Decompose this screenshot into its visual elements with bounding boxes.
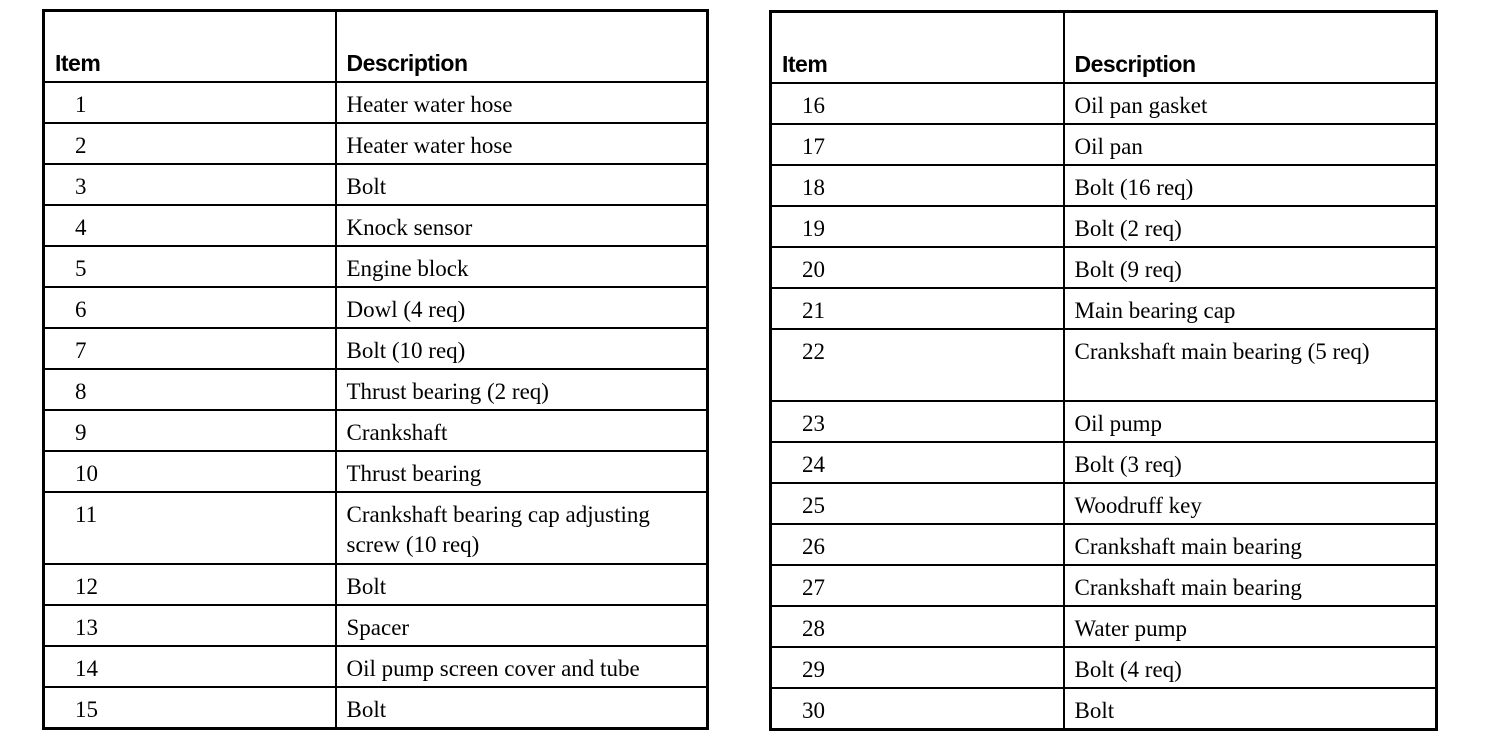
table-row bbox=[44, 205, 708, 246]
item-description: Bolt bbox=[336, 687, 708, 728]
table-row bbox=[771, 606, 1437, 647]
table-row bbox=[771, 524, 1437, 565]
item-description: Bolt bbox=[336, 164, 708, 205]
item-number: 3 bbox=[44, 164, 336, 205]
table-row bbox=[771, 688, 1437, 729]
table-row bbox=[44, 369, 708, 410]
table-row bbox=[771, 401, 1437, 442]
table-body bbox=[44, 82, 708, 728]
item-description: Heater water hose bbox=[336, 123, 708, 164]
item-number: 22 bbox=[771, 329, 1064, 401]
table-row bbox=[44, 605, 708, 646]
table-row bbox=[44, 287, 708, 328]
table-row bbox=[44, 646, 708, 687]
table-body bbox=[771, 83, 1437, 729]
item-number: 29 bbox=[771, 647, 1064, 688]
item-number: 23 bbox=[771, 401, 1064, 442]
table-row bbox=[44, 246, 708, 287]
item-column-header: Item bbox=[44, 11, 336, 83]
table-header-row bbox=[771, 12, 1437, 84]
item-description: Water pump bbox=[1064, 606, 1437, 647]
item-number: 9 bbox=[44, 410, 336, 451]
item-description: Crankshaft main bearing bbox=[1064, 565, 1437, 606]
table-row bbox=[771, 83, 1437, 124]
item-description: Bolt bbox=[336, 564, 708, 605]
item-description: Dowl (4 req) bbox=[336, 287, 708, 328]
item-description: Oil pan bbox=[1064, 124, 1437, 165]
parts-table-left bbox=[42, 9, 709, 730]
item-description: Oil pump bbox=[1064, 401, 1437, 442]
item-description: Bolt (16 req) bbox=[1064, 165, 1437, 206]
item-description: Heater water hose bbox=[336, 82, 708, 123]
item-description: Oil pump screen cover and tube bbox=[336, 646, 708, 687]
table-row bbox=[44, 410, 708, 451]
item-number: 30 bbox=[771, 688, 1064, 729]
table-row bbox=[771, 442, 1437, 483]
item-description: Oil pan gasket bbox=[1064, 83, 1437, 124]
item-number: 15 bbox=[44, 687, 336, 728]
item-description: Bolt (9 req) bbox=[1064, 247, 1437, 288]
item-description: Bolt (3 req) bbox=[1064, 442, 1437, 483]
table-row bbox=[44, 687, 708, 728]
item-number: 1 bbox=[44, 82, 336, 123]
item-number: 26 bbox=[771, 524, 1064, 565]
table-row bbox=[44, 82, 708, 123]
item-number: 10 bbox=[44, 451, 336, 492]
item-description: Bolt (4 req) bbox=[1064, 647, 1437, 688]
table-row bbox=[44, 451, 708, 492]
item-number: 18 bbox=[771, 165, 1064, 206]
table-row bbox=[771, 124, 1437, 165]
item-number: 16 bbox=[771, 83, 1064, 124]
item-number: 6 bbox=[44, 287, 336, 328]
table-row bbox=[44, 564, 708, 605]
item-number: 21 bbox=[771, 288, 1064, 329]
item-number: 12 bbox=[44, 564, 336, 605]
table-header-row bbox=[44, 11, 708, 83]
item-number: 4 bbox=[44, 205, 336, 246]
table-row bbox=[771, 165, 1437, 206]
item-description: Crankshaft main bearing (5 req) bbox=[1064, 329, 1437, 401]
item-description: Engine block bbox=[336, 246, 708, 287]
item-number: 20 bbox=[771, 247, 1064, 288]
item-number: 13 bbox=[44, 605, 336, 646]
item-description: Thrust bearing (2 req) bbox=[336, 369, 708, 410]
table-row bbox=[44, 123, 708, 164]
item-number: 28 bbox=[771, 606, 1064, 647]
table-row bbox=[44, 328, 708, 369]
item-description: Bolt bbox=[1064, 688, 1437, 729]
item-number: 27 bbox=[771, 565, 1064, 606]
table-row bbox=[771, 247, 1437, 288]
item-description: Knock sensor bbox=[336, 205, 708, 246]
item-number: 24 bbox=[771, 442, 1064, 483]
table-row bbox=[771, 483, 1437, 524]
item-description: Bolt (10 req) bbox=[336, 328, 708, 369]
item-column-header: Item bbox=[771, 12, 1064, 84]
item-description: Thrust bearing bbox=[336, 451, 708, 492]
item-number: 19 bbox=[771, 206, 1064, 247]
item-description: Crankshaft bearing cap adjusting screw (10 req) bbox=[336, 492, 708, 564]
description-column-header: Description bbox=[336, 11, 708, 83]
item-number: 14 bbox=[44, 646, 336, 687]
table-row bbox=[771, 565, 1437, 606]
item-description: Woodruff key bbox=[1064, 483, 1437, 524]
item-description: Spacer bbox=[336, 605, 708, 646]
item-description: Bolt (2 req) bbox=[1064, 206, 1437, 247]
table-row bbox=[771, 329, 1437, 401]
item-description: Crankshaft bbox=[336, 410, 708, 451]
table-row bbox=[771, 288, 1437, 329]
table-row bbox=[44, 164, 708, 205]
parts-table-right bbox=[769, 10, 1438, 731]
description-column-header: Description bbox=[1064, 12, 1437, 84]
item-number: 17 bbox=[771, 124, 1064, 165]
item-number: 11 bbox=[44, 492, 336, 564]
item-description: Crankshaft main bearing bbox=[1064, 524, 1437, 565]
item-number: 7 bbox=[44, 328, 336, 369]
item-description: Main bearing cap bbox=[1064, 288, 1437, 329]
item-number: 25 bbox=[771, 483, 1064, 524]
table-row bbox=[771, 206, 1437, 247]
item-number: 8 bbox=[44, 369, 336, 410]
table-row bbox=[44, 492, 708, 564]
table-row bbox=[771, 647, 1437, 688]
item-number: 5 bbox=[44, 246, 336, 287]
item-number: 2 bbox=[44, 123, 336, 164]
